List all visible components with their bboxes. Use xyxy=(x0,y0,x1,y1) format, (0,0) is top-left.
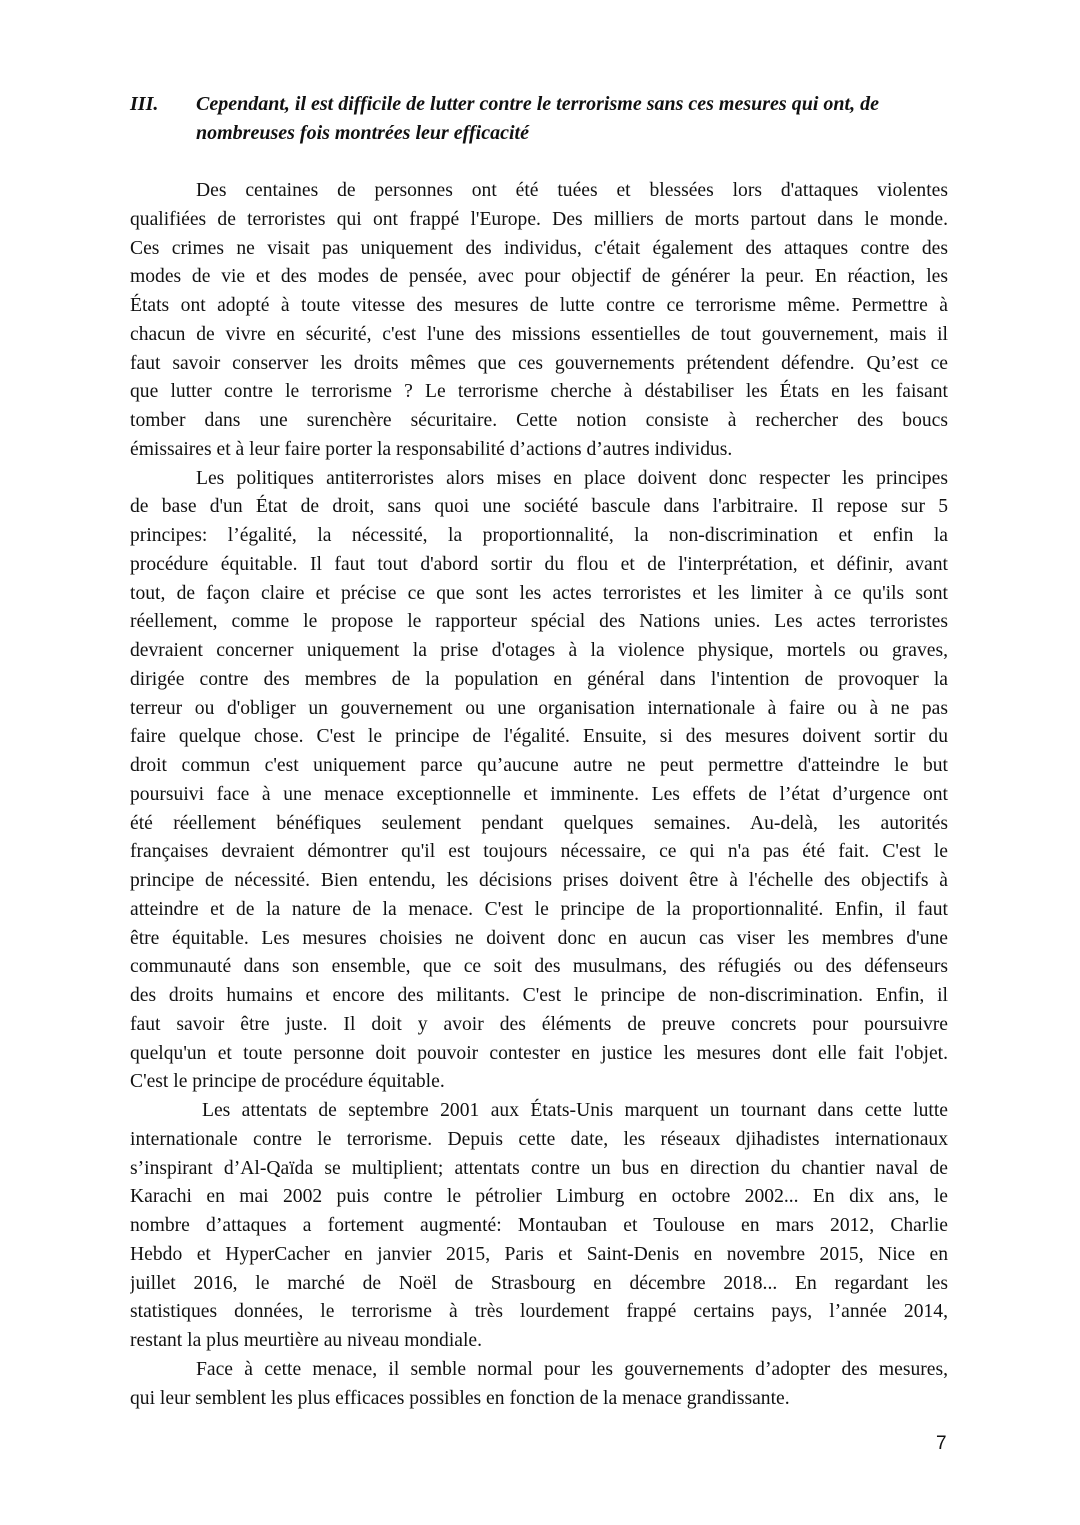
text-line: qui leur semblent les plus efficaces possibles en fonction de la menace grandissante. xyxy=(130,1387,790,1409)
text-line: tout, de façon claire et précise ce que sont les actes terroristes et les limiter à ce qu'ils sont xyxy=(130,582,948,604)
text-line: que lutter contre le terrorisme ? Le terrorisme cherche à déstabiliser les États en les faisant xyxy=(130,381,948,403)
text-line: faire quelque chose. C'est le principe de l'égalité. Ensuite, si des mesures doivent sortir du xyxy=(130,726,948,748)
text-line: réellement, comme le propose le rapporteur spécial des Nations unies. Les actes terroristes xyxy=(130,611,948,633)
text-line: États ont adopté à toute vitesse des mesures de lutte contre ce terrorisme même. Permettre à xyxy=(130,295,948,316)
text-line: poursuivi face à une menace exceptionnelle et imminente. Les effets de l’état d’urgence ont xyxy=(130,783,948,805)
text-line: chacun de vivre en sécurité, c'est l'une des missions essentielles de tout gouvernement, mais il xyxy=(130,323,948,345)
text-line: atteindre et de la nature de la menace. C'est le principe de la proportionnalité. Enfin, il faut xyxy=(130,898,948,920)
text-line: Karachi en mai 2002 puis contre le pétrolier Limburg en octobre 2002... En dix ans, le xyxy=(130,1186,948,1208)
text-line: communauté dans son ensemble, que ce soit des musulmans, des réfugiés ou des défenseurs xyxy=(130,956,948,978)
paragraph xyxy=(130,1356,948,1414)
body-text xyxy=(130,177,948,1413)
text-line: modes de vie et des modes de pensée, avec pour objectif de générer la peur. En réaction, les xyxy=(130,266,948,288)
text-line: internationale contre le terrorisme. Depuis cette date, les réseaux djihadistes internationaux xyxy=(130,1128,948,1150)
text-line: été réellement bénéfiques seulement pendant quelques semaines. Au-delà, les autorités xyxy=(130,812,948,834)
text-line: principes: l’égalité, la nécessité, la proportionnalité, la non-discrimination et enfin la xyxy=(130,525,948,546)
text-line: Hebdo et HyperCacher en janvier 2015, Paris et Saint-Denis en novembre 2015, Nice en xyxy=(130,1243,948,1265)
section-title-line: Cependant, il est difficile de lutter contre le terrorisme sans ces mesures qui ont, de xyxy=(196,93,879,115)
text-line: Des centaines de personnes ont été tuées et blessées lors d'attaques violentes xyxy=(196,180,948,201)
section-title xyxy=(196,90,950,147)
text-line: terreur ou d'obliger un gouvernement ou une organisation internationale à faire ou à ne pas xyxy=(130,697,948,719)
text-line: C'est le principe de procédure équitable. xyxy=(130,1071,445,1093)
text-line: Ces crimes ne visait pas uniquement des individus, c'était également des attaques contre des xyxy=(130,237,948,259)
text-line: Face à cette menace, il semble normal pour les gouvernements d’adopter des mesures, xyxy=(196,1358,948,1380)
text-line: quelqu'un et toute personne doit pouvoir contester en justice les mesures dont elle fait l'objet. xyxy=(130,1042,948,1064)
text-line: statistiques données, le terrorisme à très lourdement frappé certains pays, l’année 2014, xyxy=(130,1301,948,1323)
text-line: restant la plus meurtière au niveau mondiale. xyxy=(130,1330,483,1351)
text-line: Les attentats de septembre 2001 aux États-Unis marquent un tournant dans cette lutte xyxy=(202,1100,948,1121)
text-line: droit commun c'est uniquement parce qu’aucune autre ne peut permettre d'atteindre le but xyxy=(130,755,948,776)
text-line: qualifiées de terroristes qui ont frappé l'Europe. Des milliers de morts partout dans le monde. xyxy=(130,208,948,230)
paragraph xyxy=(130,1097,948,1356)
page-number: 7 xyxy=(936,1433,947,1454)
text-line: dirigée contre des membres de la population en général dans l'intention de provoquer la xyxy=(130,668,948,690)
text-line: nombre d’attaques a fortement augmenté: Montauban et Toulouse en mars 2012, Charlie xyxy=(130,1215,948,1236)
text-line: être équitable. Les mesures choisies ne doivent donc en aucun cas viser les membres d'une xyxy=(130,927,948,949)
text-line: Les politiques antiterroristes alors mises en place doivent donc respecter les principes xyxy=(196,467,948,489)
text-line: faut savoir conserver les droits mêmes que ces gouvernements prétendent défendre. Qu’est ce xyxy=(130,352,948,374)
section-title-line: nombreuses fois montrées leur efficacité xyxy=(196,121,529,144)
text-line: principe de nécessité. Bien entendu, les décisions prises doivent être à l'échelle des objectifs à xyxy=(130,870,948,891)
text-line: devraient concerner uniquement la prise d'otages à la violence physique, mortels ou graves, xyxy=(130,640,948,661)
text-line: s’inspirant d’Al-Qaïda se multiplient; attentats contre un bus en direction du chantier naval de xyxy=(130,1157,948,1179)
text-line: tomber dans une surenchère sécuritaire. Cette notion consiste à rechercher des boucs xyxy=(130,410,948,431)
text-line: de base d'un État de droit, sans quoi une société bascule dans l'arbitraire. Il repose sur 5 xyxy=(130,496,948,518)
paragraph xyxy=(130,465,948,1098)
text-line: des droits humains et encore des militants. C'est le principe de non-discrimination. Enfin, il xyxy=(130,985,948,1006)
text-line: procédure équitable. Il faut tout d'abord sortir du flou et de l'interprétation, et définir, avant xyxy=(130,553,948,575)
text-line: françaises devraient démontrer qu'il est toujours nécessaire, ce qui n'a pas été fait. C'est le xyxy=(130,841,948,863)
text-line: faut savoir être juste. Il doit y avoir des éléments de preuve concrets pour poursuivre xyxy=(130,1013,948,1035)
text-line: juillet 2016, le marché de Noël de Strasbourg en décembre 2018... En regardant les xyxy=(130,1272,948,1294)
paragraph xyxy=(130,177,948,465)
section-heading xyxy=(130,90,950,147)
text-line: émissaires et à leur faire porter la responsabilité d’actions d’autres individus. xyxy=(130,438,733,460)
section-number: III. xyxy=(130,93,159,115)
